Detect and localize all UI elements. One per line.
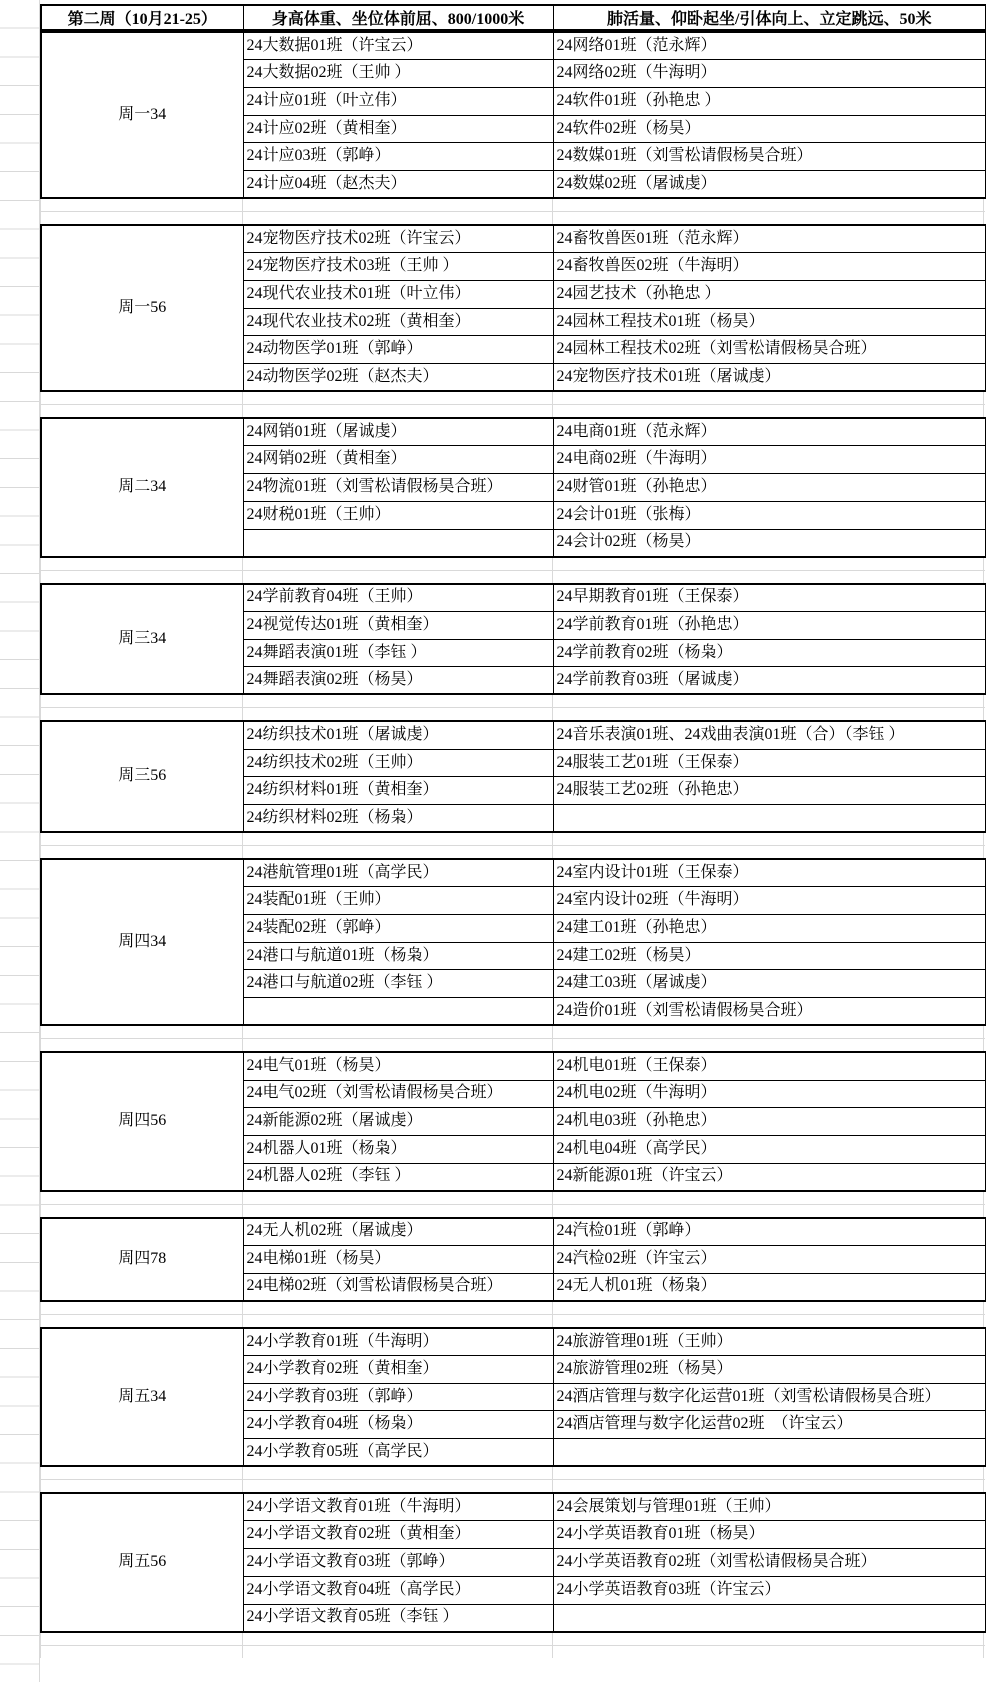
class-cell[interactable]: 24小学语文教育01班（牛海明） (243, 1493, 553, 1521)
class-cell[interactable]: 24园林工程技术02班（刘雪松请假杨昊合班） (553, 336, 986, 364)
class-cell[interactable]: 24财管01班（孙艳忠） (553, 474, 986, 502)
class-cell[interactable]: 24机电02班（牛海明） (553, 1080, 986, 1108)
class-cell[interactable]: 24学前教育04班（王帅） (243, 584, 553, 612)
class-cell[interactable]: 24网销01班（屠诚虔） (243, 418, 553, 446)
header-test-group-1-cell[interactable]: 身高体重、坐位体前屈、800/1000米 (243, 5, 553, 30)
class-cell[interactable]: 24数媒02班（屠诚虔） (553, 170, 986, 198)
class-cell[interactable]: 24学前教育03班（屠诚虔） (553, 667, 986, 695)
class-cell[interactable] (553, 805, 986, 833)
class-cell[interactable]: 24小学教育01班（牛海明） (243, 1328, 553, 1356)
class-cell[interactable]: 24视觉传达01班（黄相奎） (243, 611, 553, 639)
empty-grid-row (40, 392, 985, 417)
schedule-section (40, 1217, 986, 1302)
schedule-row (41, 1218, 986, 1246)
class-cell[interactable]: 24宠物医疗技术03班（王帅 ） (243, 253, 553, 281)
class-cell[interactable]: 24会计01班（张梅） (553, 501, 986, 529)
class-cell[interactable] (553, 1604, 986, 1632)
class-cell[interactable]: 24汽检01班（郭峥） (553, 1218, 986, 1246)
schedule-section (40, 858, 986, 1026)
schedule-section (40, 31, 986, 199)
class-cell[interactable]: 24园林工程技术01班（杨昊） (553, 308, 986, 336)
class-cell[interactable]: 24小学教育04班（杨枭） (243, 1411, 553, 1439)
class-cell[interactable]: 24机器人02班（李钰 ） (243, 1163, 553, 1191)
class-cell[interactable] (243, 998, 553, 1026)
class-cell[interactable]: 24纺织技术02班（王帅） (243, 749, 553, 777)
class-cell[interactable]: 24园艺技术（孙艳忠 ） (553, 281, 986, 309)
day-cell[interactable]: 周二34 (41, 418, 243, 556)
header-test-group-2-cell[interactable]: 肺活量、仰卧起坐/引体向上、立定跳远、50米 (553, 5, 986, 30)
gridline (40, 1038, 985, 1039)
class-cell[interactable]: 24网络02班（牛海明） (553, 60, 986, 88)
class-cell[interactable]: 24会计02班（杨昊） (553, 529, 986, 557)
schedule-row (41, 418, 986, 446)
class-cell[interactable]: 24会展策划与管理01班（王帅） (553, 1493, 986, 1521)
class-cell[interactable] (243, 529, 553, 557)
schedule-row (41, 859, 986, 887)
empty-grid-row (40, 1467, 985, 1492)
gridline (40, 845, 985, 846)
class-cell[interactable]: 24现代农业技术01班（叶立伟） (243, 281, 553, 309)
class-cell[interactable]: 24小学教育02班（黄相奎） (243, 1356, 553, 1384)
schedule-row (41, 584, 986, 612)
day-cell[interactable]: 周四34 (41, 859, 243, 1025)
empty-grid-row (40, 695, 985, 720)
class-cell[interactable]: 24宠物医疗技术01班（屠诚虔） (553, 364, 986, 392)
gridline (40, 1314, 985, 1315)
schedule-row (41, 32, 986, 60)
class-cell[interactable]: 24服装工艺02班（孙艳忠） (553, 777, 986, 805)
class-cell[interactable]: 24学前教育01班（孙艳忠） (553, 611, 986, 639)
class-cell[interactable]: 24软件02班（杨昊） (553, 115, 986, 143)
gridline (40, 707, 985, 708)
class-cell[interactable]: 24学前教育02班（杨枭） (553, 639, 986, 667)
schedule-section (40, 1492, 986, 1632)
day-cell[interactable]: 周四56 (41, 1052, 243, 1190)
class-cell[interactable]: 24室内设计01班（王保泰） (553, 859, 986, 887)
day-cell[interactable]: 周四78 (41, 1218, 243, 1301)
gridline (40, 404, 985, 405)
class-cell[interactable]: 24数媒01班（刘雪松请假杨昊合班） (553, 143, 986, 171)
schedule-row (41, 1493, 986, 1521)
header-row (41, 5, 986, 30)
day-cell[interactable]: 周三56 (41, 721, 243, 832)
class-cell[interactable]: 24服装工艺01班（王保泰） (553, 749, 986, 777)
schedule-section (40, 720, 986, 833)
schedule-row (41, 1328, 986, 1356)
class-cell[interactable]: 24小学教育03班（郭峥） (243, 1383, 553, 1411)
class-cell[interactable]: 24电商02班（牛海明） (553, 446, 986, 474)
empty-grid-row (40, 558, 985, 583)
class-cell[interactable]: 24舞蹈表演02班（杨昊） (243, 667, 553, 695)
class-cell[interactable]: 24机电03班（孙艳忠） (553, 1108, 986, 1136)
class-cell[interactable]: 24新能源02班（屠诚虔） (243, 1108, 553, 1136)
class-cell[interactable]: 24小学英语教育03班（许宝云） (553, 1576, 986, 1604)
class-cell[interactable]: 24室内设计02班（牛海明） (553, 887, 986, 915)
class-cell[interactable]: 24动物医学01班（郭峥） (243, 336, 553, 364)
class-cell[interactable]: 24音乐表演01班、24戏曲表演01班（合）（李钰 ） (553, 721, 986, 749)
class-cell[interactable]: 24电气01班（杨昊） (243, 1052, 553, 1080)
class-cell[interactable]: 24畜牧兽医01班（范永辉） (553, 225, 986, 253)
empty-grid-row (40, 1026, 985, 1051)
gridline (40, 1645, 985, 1646)
class-cell[interactable]: 24财税01班（王帅） (243, 501, 553, 529)
class-cell[interactable]: 24早期教育01班（王保泰） (553, 584, 986, 612)
class-cell[interactable] (553, 1439, 986, 1467)
class-cell[interactable]: 24无人机02班（屠诚虔） (243, 1218, 553, 1246)
empty-grid-row (40, 1302, 985, 1327)
class-cell[interactable]: 24装配02班（郭峥） (243, 915, 553, 943)
class-cell[interactable]: 24畜牧兽医02班（牛海明） (553, 253, 986, 281)
schedule-header (40, 4, 986, 31)
day-cell[interactable]: 周一56 (41, 225, 243, 391)
class-cell[interactable]: 24物流01班（刘雪松请假杨昊合班） (243, 474, 553, 502)
empty-grid-row (40, 1192, 985, 1217)
day-cell[interactable]: 周三34 (41, 584, 243, 695)
gridline (40, 1204, 985, 1205)
schedule-row (41, 225, 986, 253)
class-cell[interactable]: 24机器人01班（杨枭） (243, 1135, 553, 1163)
class-cell[interactable]: 24电气02班（刘雪松请假杨昊合班） (243, 1080, 553, 1108)
class-cell[interactable]: 24软件01班（孙艳忠 ） (553, 87, 986, 115)
class-cell[interactable]: 24纺织技术01班（屠诚虔） (243, 721, 553, 749)
class-cell[interactable]: 24电梯01班（杨昊） (243, 1245, 553, 1273)
class-cell[interactable]: 24新能源01班（许宝云） (553, 1163, 986, 1191)
class-cell[interactable]: 24计应02班（黄相奎） (243, 115, 553, 143)
class-cell[interactable]: 24小学语文教育04班（高学民） (243, 1576, 553, 1604)
class-cell[interactable]: 24港口与航道02班（李钰 ） (243, 970, 553, 998)
class-cell[interactable]: 24港航管理01班（高学民） (243, 859, 553, 887)
class-cell[interactable]: 24机电01班（王保泰） (553, 1052, 986, 1080)
class-cell[interactable]: 24网络01班（范永辉） (553, 32, 986, 60)
schedule-table-area (40, 4, 985, 1658)
schedule-row (41, 1052, 986, 1080)
class-cell[interactable]: 24酒店管理与数字化运营01班（刘雪松请假杨昊合班） (553, 1383, 986, 1411)
class-cell[interactable]: 24电商01班（范永辉） (553, 418, 986, 446)
class-cell[interactable]: 24建工02班（杨昊） (553, 942, 986, 970)
empty-grid-row (40, 833, 985, 858)
day-cell[interactable]: 周五56 (41, 1493, 243, 1631)
class-cell[interactable]: 24电梯02班（刘雪松请假杨昊合班） (243, 1273, 553, 1301)
schedule-section (40, 224, 986, 392)
day-cell[interactable]: 周一34 (41, 32, 243, 198)
class-cell[interactable]: 24纺织材料01班（黄相奎） (243, 777, 553, 805)
class-cell[interactable]: 24舞蹈表演01班（李钰 ） (243, 639, 553, 667)
class-cell[interactable]: 24旅游管理02班（杨昊） (553, 1356, 986, 1384)
schedule-section (40, 1327, 986, 1467)
class-cell[interactable]: 24小学英语教育02班（刘雪松请假杨昊合班） (553, 1549, 986, 1577)
gridline (40, 570, 985, 571)
gridline (40, 211, 985, 212)
class-cell[interactable]: 24小学语文教育03班（郭峥） (243, 1549, 553, 1577)
class-cell[interactable]: 24无人机01班（杨枭） (553, 1273, 986, 1301)
class-cell[interactable]: 24网销02班（黄相奎） (243, 446, 553, 474)
class-cell[interactable]: 24建工03班（屠诚虔） (553, 970, 986, 998)
class-cell[interactable]: 24装配01班（王帅） (243, 887, 553, 915)
class-cell[interactable]: 24小学语文教育02班（黄相奎） (243, 1521, 553, 1549)
class-cell[interactable]: 24小学教育05班（高学民） (243, 1439, 553, 1467)
class-cell[interactable]: 24大数据02班（王帅 ） (243, 60, 553, 88)
class-cell[interactable]: 24现代农业技术02班（黄相奎） (243, 308, 553, 336)
schedule-section (40, 417, 986, 557)
class-cell[interactable]: 24动物医学02班（赵杰夫） (243, 364, 553, 392)
day-cell[interactable]: 周五34 (41, 1328, 243, 1466)
schedule-row (41, 721, 986, 749)
class-cell[interactable]: 24机电04班（高学民） (553, 1135, 986, 1163)
schedule-section (40, 583, 986, 696)
class-cell[interactable]: 24酒店管理与数字化运营02班 （许宝云） (553, 1411, 986, 1439)
class-cell[interactable]: 24计应03班（郭峥） (243, 143, 553, 171)
class-cell[interactable]: 24旅游管理01班（王帅） (553, 1328, 986, 1356)
class-cell[interactable]: 24小学英语教育01班（杨昊） (553, 1521, 986, 1549)
class-cell[interactable]: 24造价01班（刘雪松请假杨昊合班） (553, 998, 986, 1026)
class-cell[interactable]: 24纺织材料02班（杨枭） (243, 805, 553, 833)
class-cell[interactable]: 24计应04班（赵杰夫） (243, 170, 553, 198)
class-cell[interactable]: 24大数据01班（许宝云） (243, 32, 553, 60)
class-cell[interactable]: 24计应01班（叶立伟） (243, 87, 553, 115)
schedule-section (40, 1051, 986, 1191)
gridline (40, 1479, 985, 1480)
header-week-cell[interactable]: 第二周（10月21-25） (41, 5, 243, 30)
sections (40, 31, 985, 1658)
row-gutter (0, 0, 40, 1682)
class-cell[interactable]: 24小学语文教育05班（李钰 ） (243, 1604, 553, 1632)
class-cell[interactable]: 24建工01班（孙艳忠） (553, 915, 986, 943)
class-cell[interactable]: 24宠物医疗技术02班（许宝云） (243, 225, 553, 253)
class-cell[interactable]: 24港口与航道01班（杨枭） (243, 942, 553, 970)
empty-grid-row (40, 1633, 985, 1658)
class-cell[interactable]: 24汽检02班（许宝云） (553, 1245, 986, 1273)
empty-grid-row (40, 199, 985, 224)
